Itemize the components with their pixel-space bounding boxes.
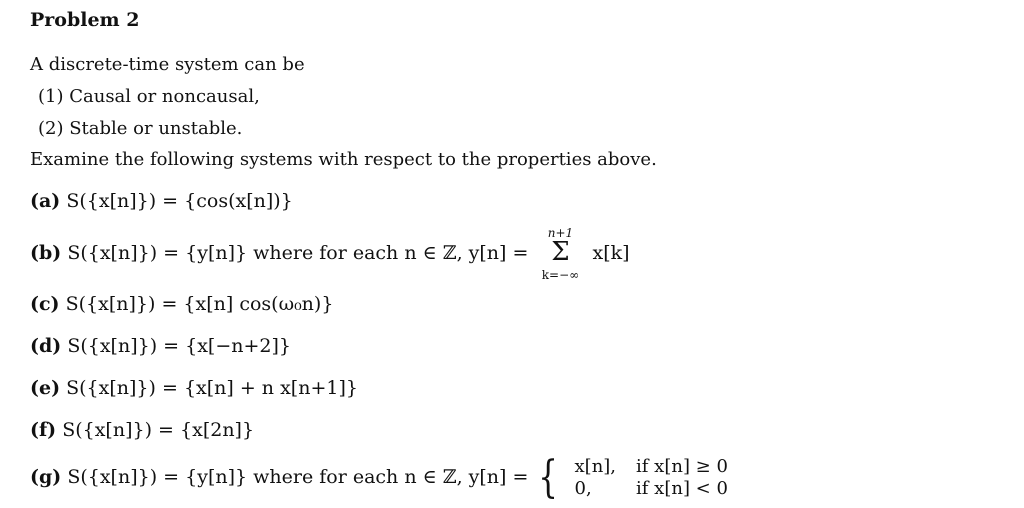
- problem-d-lhs: S({x[n]}) =: [67, 335, 180, 357]
- problem-e-rhs: {x[n] + n x[n+1]}: [183, 377, 358, 399]
- problem-d: [30, 335, 291, 357]
- property-causal: (1) Causal or noncausal,: [38, 86, 260, 107]
- summation: [534, 226, 586, 282]
- problem-f: [30, 419, 254, 441]
- problem-b-lhs: S({x[n]}) =: [67, 242, 180, 264]
- instruction-text: Examine the following systems with respect to the properties above.: [30, 149, 657, 170]
- sigma-symbol: Σ: [551, 237, 570, 267]
- problem-g-rhs: {y[n]} where for each n ∈ ℤ, y[n] =: [185, 466, 529, 488]
- problem-a-lhs: S({x[n]}) =: [66, 190, 179, 212]
- problem-a-label: (a): [30, 190, 61, 212]
- problem-c-label: (c): [30, 293, 60, 315]
- problem-f-rhs: {x[2n]}: [180, 419, 255, 441]
- problem-b: [30, 226, 630, 282]
- problem-c-lhs: S({x[n]}) =: [65, 293, 178, 315]
- case2-condition: if x[n] < 0: [636, 478, 728, 499]
- problem-e-label: (e): [30, 377, 61, 399]
- summation-lower-limit: k=−∞: [541, 268, 580, 282]
- case2-value: 0,: [574, 478, 592, 499]
- problem-d-label: (d): [30, 335, 62, 357]
- summation-body: x[k]: [592, 242, 630, 264]
- cases-table: [575, 456, 734, 500]
- problem-e: [30, 377, 358, 399]
- problem-d-rhs: {x[−n+2]}: [185, 335, 292, 357]
- problem-c: [30, 293, 333, 315]
- left-brace: {: [538, 452, 559, 503]
- problem-e-lhs: S({x[n]}) =: [66, 377, 178, 399]
- problem-b-rhs: {y[n]} where for each n ∈ ℤ, y[n] =: [185, 242, 529, 264]
- case1-condition: if x[n] ≥ 0: [636, 456, 728, 477]
- problem-b-label: (b): [30, 242, 62, 264]
- problem-a: [30, 190, 293, 212]
- problem-f-label: (f): [30, 419, 57, 441]
- intro-text: A discrete-time system can be: [30, 54, 305, 75]
- problem-g-label: (g): [30, 466, 62, 488]
- problem-a-rhs: {cos(x[n])}: [184, 190, 293, 212]
- problem-g: [30, 452, 734, 503]
- summation-upper-limit: n+1: [547, 226, 574, 240]
- problem-c-rhs: {x[n] cos(ω₀n)}: [183, 293, 334, 315]
- problem-f-lhs: S({x[n]}) =: [62, 419, 174, 441]
- problem-g-lhs: S({x[n]}) =: [67, 466, 180, 488]
- piecewise-cases: [534, 452, 733, 503]
- problem-title: Problem 2: [30, 9, 140, 31]
- case1-value: x[n],: [574, 456, 617, 477]
- property-stable: (2) Stable or unstable.: [38, 118, 243, 139]
